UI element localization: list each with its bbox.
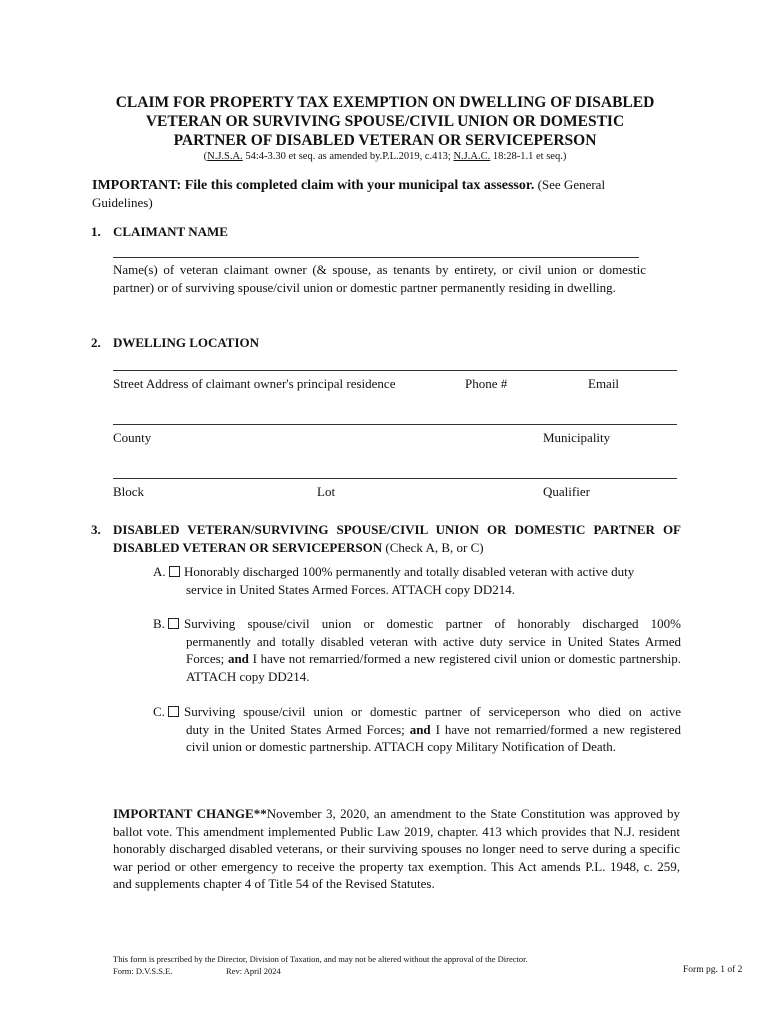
qualifier-label: Qualifier bbox=[543, 484, 590, 499]
option-c-checkbox[interactable] bbox=[168, 706, 179, 717]
block-lot-field[interactable] bbox=[113, 478, 677, 479]
important-guidelines: (See General Guidelines) bbox=[92, 177, 606, 210]
citation-open: ( bbox=[203, 151, 208, 162]
important-notice bbox=[92, 176, 632, 211]
important-change bbox=[113, 805, 680, 893]
important-change-text: November 3, 2020, an amendment to the State Constitution was approved by ballot vote. This amendment implemented Public Law 2019, chapter. 413 which provides that N.J. resident honorably discharged disabled veterans, or their surviving spouses no longer need to serve during a specific war period or other emergency to receive the property tax exemption. This Act amends P.L. 1948, c. 259, and supplements chapter 4 of Title 54 of the Revised Statutes. bbox=[113, 806, 680, 891]
option-b-letter: B. bbox=[153, 616, 165, 631]
form-title bbox=[60, 93, 710, 150]
footer-revision: Rev: April 2024 bbox=[226, 966, 281, 976]
njac-text: 18:28-1.1 et seq.) bbox=[490, 151, 567, 162]
claimant-name-help: Name(s) of veteran claimant owner (& spouse, as tenants by entirety, or civil union or domestic partner) or of surviving spouse/civil union or domestic partner permanently residing in dwelling. bbox=[113, 262, 646, 295]
section-2-heading bbox=[91, 335, 259, 351]
option-b-continued bbox=[153, 633, 681, 686]
footer-notice: This form is prescribed by the Director, Division of Taxation, and may not be altered without the approval of the Director. bbox=[113, 954, 528, 964]
important-instruction: File this completed claim with your municipal tax assessor. bbox=[181, 178, 535, 193]
page-number: Form pg. 1 of 2 bbox=[683, 965, 743, 975]
statute-citation bbox=[60, 151, 710, 162]
option-c-rest-b: I have not remarried/formed a new registered civil union or domestic partnership. ATTACH copy Military Notification of Death. bbox=[186, 721, 681, 754]
section-3-title: DISABLED VETERAN/SURVIVING SPOUSE/CIVIL UNION OR DOMESTIC PARTNER OF DISABLED VETERAN OR SERVICEPERSON bbox=[113, 522, 681, 555]
section-1-title: CLAIMANT NAME bbox=[113, 224, 228, 239]
option-a-checkbox[interactable] bbox=[169, 566, 180, 577]
option-b-checkbox[interactable] bbox=[168, 618, 179, 629]
option-a-letter: A. bbox=[153, 564, 166, 579]
section-2-title: DWELLING LOCATION bbox=[113, 335, 260, 350]
option-a-continued: service in United States Armed Forces. ATTACH copy DD214. bbox=[186, 581, 515, 597]
njsa-text: 54:4-3.30 et seq. as amended by.P.L.2019, c.413; bbox=[242, 151, 454, 162]
option-c-and: and bbox=[409, 721, 431, 737]
option-a-text: Honorably discharged 100% permanently and totally disabled veteran with active duty bbox=[184, 564, 635, 579]
email-label: Email bbox=[588, 376, 620, 391]
section-3-instruction: (Check A, B, or C) bbox=[382, 539, 484, 555]
section-1-number: 1. bbox=[91, 224, 101, 239]
section-2-number: 2. bbox=[91, 335, 101, 350]
block-label: Block bbox=[113, 484, 145, 499]
option-c-letter: C. bbox=[153, 704, 165, 719]
municipality-label: Municipality bbox=[543, 430, 611, 445]
njsa-reference: N.J.S.A. bbox=[207, 151, 243, 162]
footer-form-id: Form: D.V.S.S.E. bbox=[113, 966, 173, 976]
option-b-and: and bbox=[227, 651, 249, 666]
county-municipality-field[interactable] bbox=[113, 424, 677, 425]
street-address-field[interactable] bbox=[113, 370, 677, 371]
street-address-label: Street Address of claimant owner's principal residence bbox=[113, 376, 396, 391]
page-footer bbox=[113, 953, 528, 977]
option-c-rest-a: duty in the United States Armed Forces; bbox=[186, 721, 410, 737]
title-line-1: CLAIM FOR PROPERTY TAX EXEMPTION ON DWELLING OF DISABLED bbox=[115, 94, 655, 111]
option-c-continued bbox=[153, 721, 681, 756]
option-b-text: Surviving spouse/civil union or domestic partner of honorably discharged 100% bbox=[184, 616, 681, 631]
option-b bbox=[153, 615, 681, 685]
option-b-rest-b: I have not remarried/formed a new registered civil union or domestic partnership. ATTACH copy DD214. bbox=[186, 651, 682, 684]
title-line-3: PARTNER OF DISABLED VETERAN OR SERVICEPERSON bbox=[173, 132, 597, 149]
phone-label: Phone # bbox=[465, 376, 508, 391]
important-label: IMPORTANT: bbox=[92, 178, 182, 193]
njac-reference: N.J.A.C. bbox=[453, 151, 491, 162]
option-b-rest-a: permanently and totally disabled veteran with active duty service in United States Armed Forces; bbox=[186, 633, 681, 666]
important-change-label: IMPORTANT CHANGE** bbox=[113, 806, 267, 821]
lot-label: Lot bbox=[317, 484, 336, 499]
option-c-text: Surviving spouse/civil union or domestic partner of serviceperson who died on active bbox=[184, 704, 681, 719]
title-line-2: VETERAN OR SURVIVING SPOUSE/CIVIL UNION OR DOMESTIC bbox=[145, 113, 625, 130]
section-1-heading bbox=[91, 224, 228, 240]
claimant-name-field[interactable] bbox=[113, 257, 639, 258]
option-a bbox=[153, 563, 681, 598]
section-3-number: 3. bbox=[91, 522, 101, 537]
option-c bbox=[153, 703, 681, 756]
county-label: County bbox=[113, 430, 152, 445]
